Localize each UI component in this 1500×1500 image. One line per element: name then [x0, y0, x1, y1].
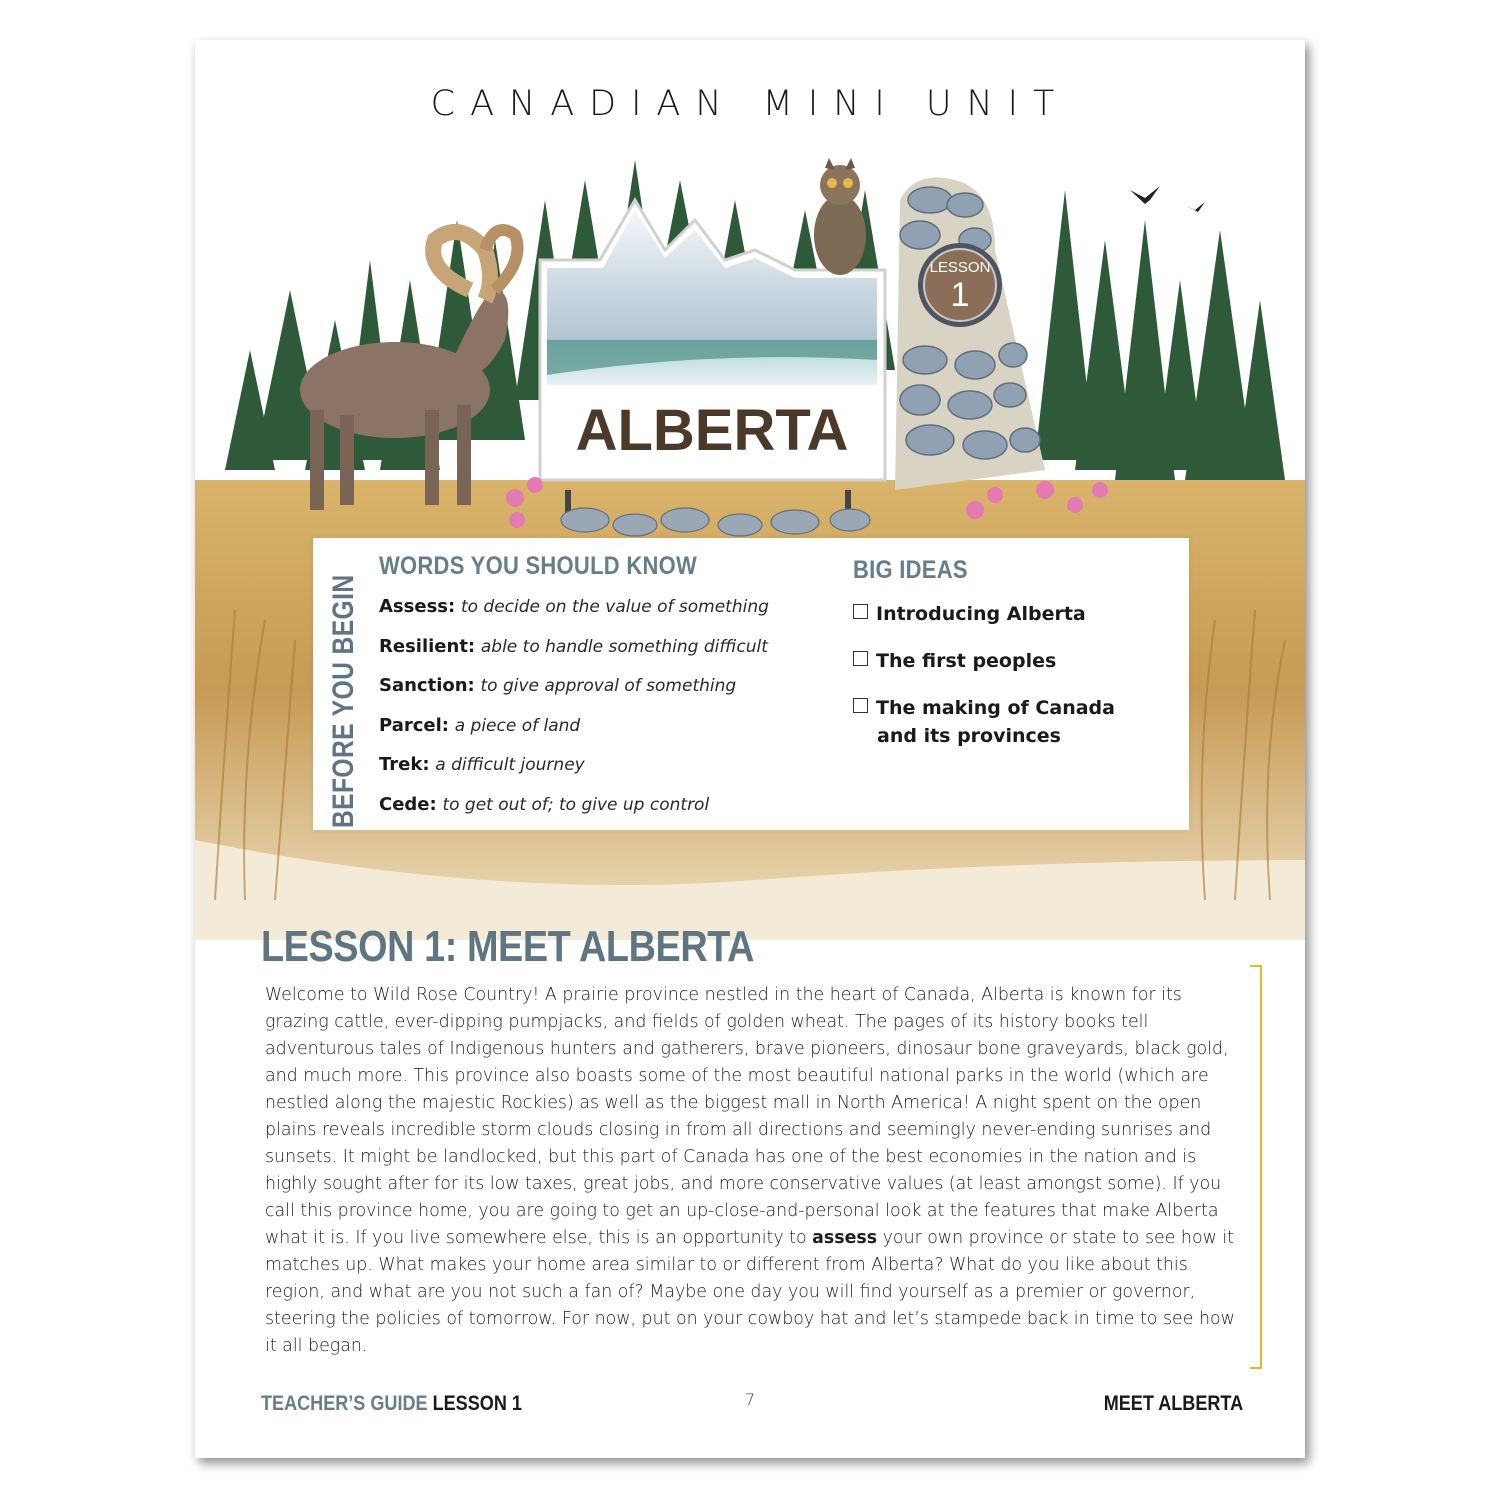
vocab-item: Sanction: to give approval of something	[379, 675, 737, 696]
checkbox-icon[interactable]	[853, 651, 868, 666]
before-you-begin-card	[313, 538, 1189, 830]
unit-title: CANADIAN MINI UNIT	[430, 84, 1070, 124]
sign-text: ALBERTA	[575, 398, 849, 463]
lesson-title: LESSON 1: MEET ALBERTA	[261, 922, 754, 971]
page-number: 7	[744, 1390, 756, 1409]
checkbox-icon[interactable]	[853, 604, 868, 619]
owl-icon	[814, 158, 866, 275]
vocab-item: Resilient: able to handle something difficult	[379, 635, 768, 657]
big-idea-item[interactable]: The first peoples	[853, 647, 1153, 675]
vocab-item: Assess: to decide on the value of something	[379, 596, 769, 617]
stone-pillar	[895, 178, 1045, 491]
vocab-item: Cede: to get out of; to give up control	[379, 793, 710, 815]
footer-guide-label: TEACHER’S GUIDE	[261, 1392, 428, 1415]
footer-right-label: MEET ALBERTA	[1103, 1392, 1243, 1415]
document-page	[195, 40, 1305, 1458]
words-heading: WORDS YOU SHOULD KNOW	[379, 552, 698, 580]
gold-bracket	[1250, 965, 1262, 1369]
vocab-item: Trek: a difficult journey	[379, 754, 585, 775]
big-idea-item[interactable]: Introducing Alberta	[853, 600, 1153, 628]
birds-icon	[1130, 186, 1205, 212]
big-idea-item[interactable]: The making of Canada and its provinces	[853, 694, 1153, 750]
big-ideas-heading: BIG IDEAS	[853, 556, 968, 584]
lesson-body: Welcome to Wild Rose Country! A prairie province nestled in the heart of Canada, Alberta is known for its grazing cattle, ever-dipping pumpjacks, and fields of golden wheat. The pages of its history books tell adventurous tales of Indigenous hunters and gatherers, brave pioneers, dinosaur bone graveyards, black gold, and much more. This province also boasts some of the most beautiful national parks in the world (which are nestled along the majestic Rockies) as well as the biggest mall in North America! A night spent on the open plains reveals incredible storm clouds closing in from all directions and seemingly never-ending sunrises and sunsets. It might be landlocked, but this part of Canada has one of the best economies in the nation and is highly sought after for its low taxes, great jobs, and more conservative values (at least amongst some). If you call this province home, you are going to get an up-close-and-personal look at the features that make Alberta what it is. If you live somewhere else, this is an opportunity to assess your own province or state to see how it matches up. What makes your home area similar to or different from Alberta? What do you like about this region, and what are you not such a fan of? Maybe one day you will find yourself as a premier or governor, steering the policies of tomorrow. For now, put on your cowboy hat and let’s stampede back in time to see how it all began.	[265, 985, 1235, 1356]
lesson-badge-number: 1	[950, 276, 970, 314]
before-you-begin-label: BEFORE YOU BEGIN	[327, 574, 360, 828]
checkbox-icon[interactable]	[853, 698, 868, 713]
big-ideas-list	[853, 600, 1153, 769]
footer-lesson-label: LESSON 1	[432, 1392, 522, 1415]
vocabulary-list	[379, 596, 769, 833]
vocab-item: Parcel: a piece of land	[379, 714, 581, 736]
lesson-badge-label: LESSON	[929, 259, 991, 276]
